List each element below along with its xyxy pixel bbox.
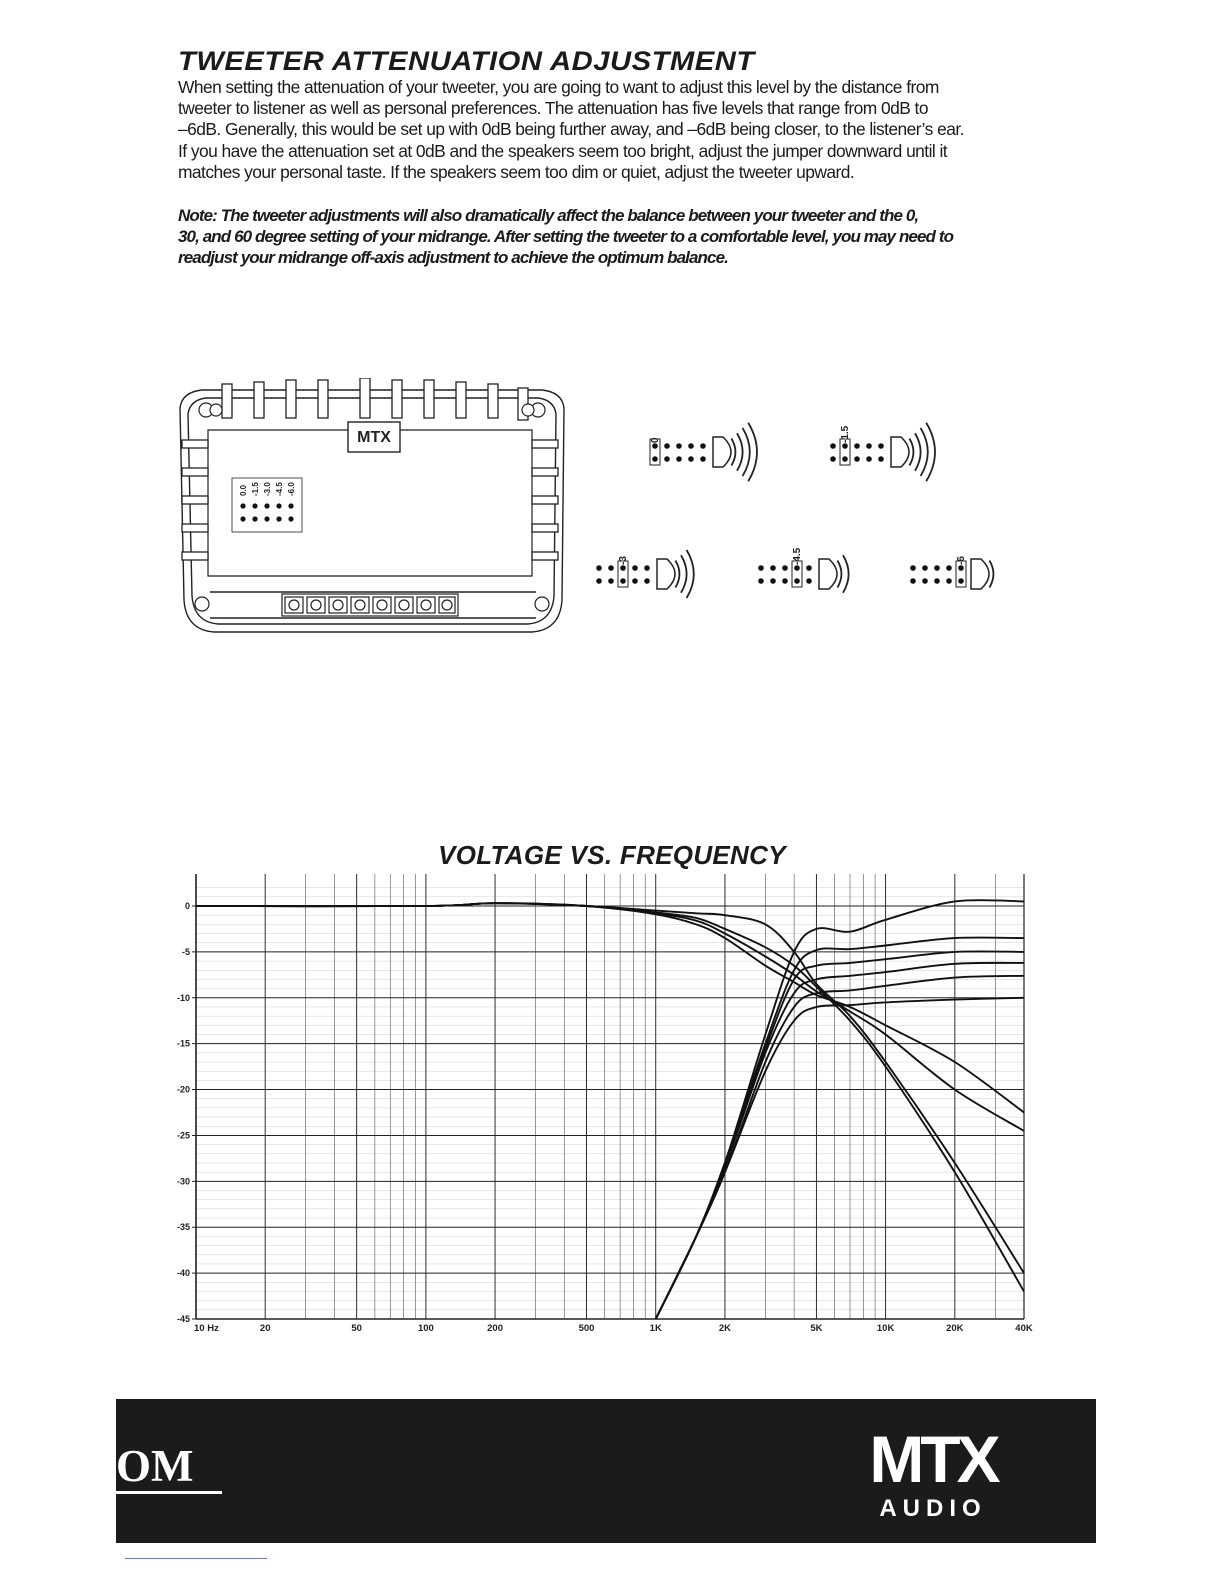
jumper-setting-minus-6 <box>910 556 993 589</box>
jumper-pin <box>688 443 694 449</box>
tweeter-icon <box>819 559 837 589</box>
sound-wave-icon <box>675 561 679 588</box>
jumper-pin <box>758 578 764 584</box>
footer-fragment: OM <box>116 1441 222 1494</box>
jumper-setting-minus-1-5 <box>830 423 935 482</box>
x-tick-label: 1K <box>649 1323 662 1334</box>
jumper-pin <box>652 456 658 462</box>
note-paragraph <box>178 205 1048 268</box>
jumper-pin <box>854 456 860 462</box>
x-tick-label: 40K <box>1015 1323 1033 1334</box>
jumper-pin <box>842 443 848 449</box>
note-line: 30, and 60 degree setting of your midrange. After setting the tweeter to a comfortable level, you may need to <box>178 227 954 246</box>
x-tick-label: 100 <box>417 1323 434 1334</box>
y-tick-label: -5 <box>181 946 190 957</box>
jumper-pin <box>866 443 872 449</box>
sound-wave-icon <box>681 555 687 593</box>
y-tick-label: -45 <box>176 1314 190 1324</box>
jumper-pin <box>596 565 602 571</box>
x-tick-label: 10 Hz <box>194 1323 219 1334</box>
jumper-setting-label: -4.5 <box>792 547 803 565</box>
jumper-pin <box>632 578 638 584</box>
mtx-audio-logo <box>845 1420 1020 1525</box>
jumper-pin <box>688 456 694 462</box>
jumper-settings-diagram <box>585 405 1035 605</box>
jumper-pin <box>620 565 626 571</box>
body-line: tweeter to listener as well as personal preferences. The attenuation has five levels that range from 0dB to <box>178 98 928 119</box>
tweeter-icon <box>971 559 989 589</box>
jumper-pin <box>700 443 706 449</box>
tweeter-icon <box>891 437 909 467</box>
sound-wave-icon <box>909 439 913 466</box>
jumper-pin <box>632 565 638 571</box>
sound-wave-icon <box>843 555 849 593</box>
jumper-pin <box>958 578 964 584</box>
sound-wave-icon <box>687 550 694 598</box>
jumper-pin <box>922 578 928 584</box>
tweeter-icon <box>657 559 675 589</box>
footer-logo-sub: AUDIO <box>879 1495 987 1522</box>
page-title: TWEETER ATTENUATION ADJUSTMENT <box>178 46 755 76</box>
jumper-pin <box>806 565 812 571</box>
jumper-pin <box>922 565 928 571</box>
series-line-tweeter-1.5dB <box>656 938 1024 1319</box>
jumper-pin <box>700 456 706 462</box>
jumper-pin <box>676 443 682 449</box>
y-tick-label: -35 <box>176 1222 190 1233</box>
jumper-pin <box>854 443 860 449</box>
jumper-label: -4.5 <box>275 482 284 496</box>
sound-wave-icon <box>921 428 928 476</box>
series-line-woofer-3 <box>196 903 1024 1131</box>
y-tick-label: -40 <box>176 1268 190 1279</box>
jumper-pin <box>664 443 670 449</box>
footer-divider <box>125 1558 267 1559</box>
tweeter-icon <box>713 437 731 467</box>
sound-wave-icon <box>915 433 921 471</box>
jumper-pin <box>958 565 964 571</box>
jumper-pin <box>620 578 626 584</box>
jumper-pin <box>782 578 788 584</box>
jumper-pin <box>878 443 884 449</box>
y-tick-label: -25 <box>176 1130 190 1141</box>
sound-wave-icon <box>989 561 993 588</box>
y-tick-label: 0 <box>184 901 190 911</box>
sound-wave-icon <box>743 428 750 476</box>
body-paragraph <box>178 77 1048 183</box>
series-line-tweeter-extra <box>656 998 1024 1319</box>
jumper-pin <box>866 456 872 462</box>
jumper-pin <box>934 578 940 584</box>
x-tick-label: 500 <box>578 1323 595 1334</box>
jumper-pin <box>758 565 764 571</box>
jumper-pin <box>596 578 602 584</box>
jumper-setting-0 <box>650 423 757 482</box>
jumper-pin <box>794 578 800 584</box>
x-tick-label: 200 <box>487 1323 503 1334</box>
series-line-tweeter-6dB <box>656 976 1024 1319</box>
x-tick-label: 10K <box>876 1323 895 1334</box>
jumper-pin <box>644 578 650 584</box>
voltage-frequency-chart <box>170 870 1040 1340</box>
jumper-pin <box>910 565 916 571</box>
jumper-setting-label: -1.5 <box>840 425 851 443</box>
y-tick-label: -15 <box>176 1038 190 1049</box>
jumper-pin <box>842 456 848 462</box>
y-tick-label: -30 <box>176 1176 190 1187</box>
jumper-pin <box>934 565 940 571</box>
jumper-pin <box>830 456 836 462</box>
body-line: matches your personal taste. If the speakers seem too dim or quiet, adjust the tweeter upward. <box>178 161 855 182</box>
jumper-pin <box>794 565 800 571</box>
y-tick-label: -20 <box>176 1084 190 1095</box>
x-tick-label: 2K <box>718 1323 732 1334</box>
x-tick-label: 20K <box>946 1323 964 1334</box>
body-line: If you have the attenuation set at 0dB and the speakers seem too bright, adjust the jumper downward until it <box>178 140 948 161</box>
jumper-setting-label: -3 <box>618 556 629 565</box>
jumper-setting-minus-3 <box>596 550 694 598</box>
note-line: Note: The tweeter adjustments will also dramatically affect the balance between your tweeter and the 0, <box>178 206 919 225</box>
jumper-pin <box>770 565 776 571</box>
jumper-label: -1.5 <box>251 482 260 496</box>
x-tick-label: 20 <box>259 1323 271 1334</box>
jumper-label: -6.0 <box>287 482 296 496</box>
sound-wave-icon <box>731 439 735 466</box>
jumper-label: 0.0 <box>239 484 248 496</box>
body-line: When setting the attenuation of your tweeter, you are going to want to adjust this level by the distance from <box>178 77 939 97</box>
jumper-pin <box>830 443 836 449</box>
crossover-illustration <box>170 378 575 638</box>
jumper-pin <box>806 578 812 584</box>
jumper-pin <box>910 578 916 584</box>
y-tick-label: -10 <box>176 992 190 1003</box>
jumper-setting-minus-4-5 <box>758 547 848 592</box>
jumper-pin <box>878 456 884 462</box>
sound-wave-icon <box>737 433 743 471</box>
x-tick-label: 50 <box>351 1323 362 1334</box>
jumper-pin <box>770 578 776 584</box>
jumper-setting-label: 0 <box>650 437 661 443</box>
jumper-pin <box>644 565 650 571</box>
jumper-label: -3.0 <box>263 482 272 496</box>
jumper-pin <box>608 578 614 584</box>
crossover-logo: MTX <box>357 429 391 446</box>
jumper-pin <box>664 456 670 462</box>
jumper-pin <box>782 565 788 571</box>
jumper-pin <box>946 565 952 571</box>
jumper-pin <box>608 565 614 571</box>
jumper-pin <box>652 443 658 449</box>
footer-logo: MTX <box>869 1422 997 1496</box>
jumper-pin <box>946 578 952 584</box>
sound-wave-icon <box>837 561 841 588</box>
body-line: –6dB. Generally, this would be set up with 0dB being further away, and –6dB being closer, to the listener’s ear. <box>178 119 964 140</box>
chart-title: VOLTAGE VS. FREQUENCY <box>438 840 786 870</box>
jumper-setting-label: -6 <box>956 556 967 565</box>
note-line: readjust your midrange off-axis adjustment to achieve the optimum balance. <box>178 248 728 267</box>
x-tick-label: 5K <box>810 1323 823 1334</box>
jumper-pin <box>676 456 682 462</box>
series-line-woofer-2 <box>196 903 1024 1291</box>
